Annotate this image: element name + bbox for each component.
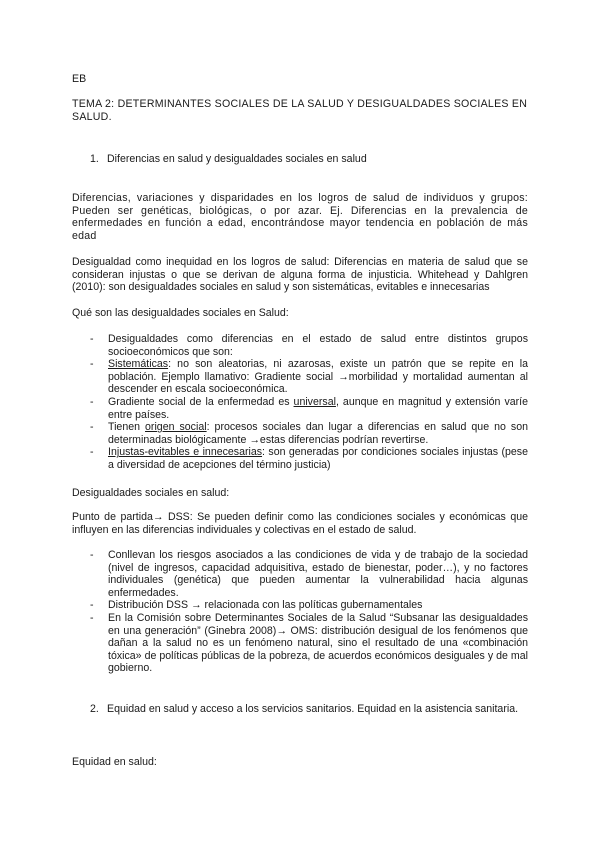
list-item: - Distribución DSS → relacionada con las políticas gubernamentales: [90, 599, 423, 612]
list-item: - Sistemáticas: no son aleatorias, ni azarosas, existe un patrón que se repite en la población. Ejemplo llamativo: Gradiente social →morbilidad y mortalidad aumentan al descender en escala socioeconómica.: [90, 358, 528, 396]
section-1-title: Diferencias en salud y desigualdades sociales en salud: [107, 153, 367, 165]
paragraph-desigualdad: Desigualdad como inequidad en los logros de salud: Diferencias en materia de salud que se consideran injustas o que se derivan de alguna forma de injusticia. Whitehead y Dahlgren (2010): son desigualdades sociales en salud y son sistemáticas, evitables e innecesarias: [72, 256, 528, 294]
heading-dss: Desigualdades sociales en salud:: [72, 487, 230, 499]
dss-list: [90, 549, 528, 675]
paragraph-dss: Punto de partida→ DSS: Se pueden definir como las condiciones sociales y económicas que influyen en las diferencias individuales y colectivas en el estado de salud.: [72, 511, 528, 536]
section-2-number: 2.: [90, 703, 99, 715]
term-universal: universal: [293, 395, 336, 408]
heading-equidad: Equidad en salud:: [72, 756, 157, 768]
list-item: - Desigualdades como diferencias en el estado de salud entre distintos grupos socioeconómicos que son:: [90, 333, 528, 358]
question-heading: Qué son las desigualdades sociales en Salud:: [72, 307, 289, 319]
term-sistematicas: Sistemáticas: [108, 358, 169, 371]
section-2-title: Equidad en salud y acceso a los servicios sanitarios. Equidad en la asistencia sanitaria.: [107, 703, 519, 715]
characteristics-list: [90, 333, 528, 472]
author-initials: EB: [72, 73, 87, 85]
list-item: - Gradiente social de la enfermedad es universal, aunque en magnitud y extensión varíe entre países.: [90, 395, 528, 421]
list-item: - En la Comisión sobre Determinantes Sociales de la Salud “Subsanar las desigualdades en una generación” (Ginebra 2008)→ OMS: distribución desigual de los fenómenos que dañan a la salud no es un fenómeno natural, sino el resultado de una «combinación tóxica» de políticas públicas de la pobreza, de acuerdos económicos desiguales y de mal gobierno.: [90, 611, 528, 675]
section-1-number: 1.: [90, 153, 99, 165]
term-injustas: Injustas-evitables e innecesarias: [108, 446, 263, 459]
list-item: - Injustas-evitables e innecesarias: son generadas por condiciones sociales injustas (pese a diversidad de acepciones del término justicia): [90, 446, 528, 471]
paragraph-diferencias: Diferencias, variaciones y disparidades en los logros de salud de individuos y grupos: Pueden ser genéticas, biológicas, o por azar. Ej. Diferencias en la prevalencia de enfermedades en función a edad, encontrándose mayor tendencia en población de más edad: [72, 192, 528, 242]
list-item: - Conllevan los riesgos asociados a las condiciones de vida y de trabajo de la sociedad (nivel de ingresos, capacidad adquisitiva, estado de bienestar, poder…), y no factores individuales (genética) que pueden aumentar la vulnerabilidad hacia algunas enfermedades.: [90, 549, 528, 599]
term-origen-social: origen social: [145, 421, 207, 434]
topic-title: TEMA 2: DETERMINANTES SOCIALES DE LA SALUD Y DESIGUALDADES SOCIALES EN SALUD.: [72, 98, 528, 123]
list-item: - Tienen origen social: procesos sociales dan lugar a diferencias en salud que no son determinadas biológicamente →estas diferencias podrían revertirse.: [90, 421, 528, 446]
